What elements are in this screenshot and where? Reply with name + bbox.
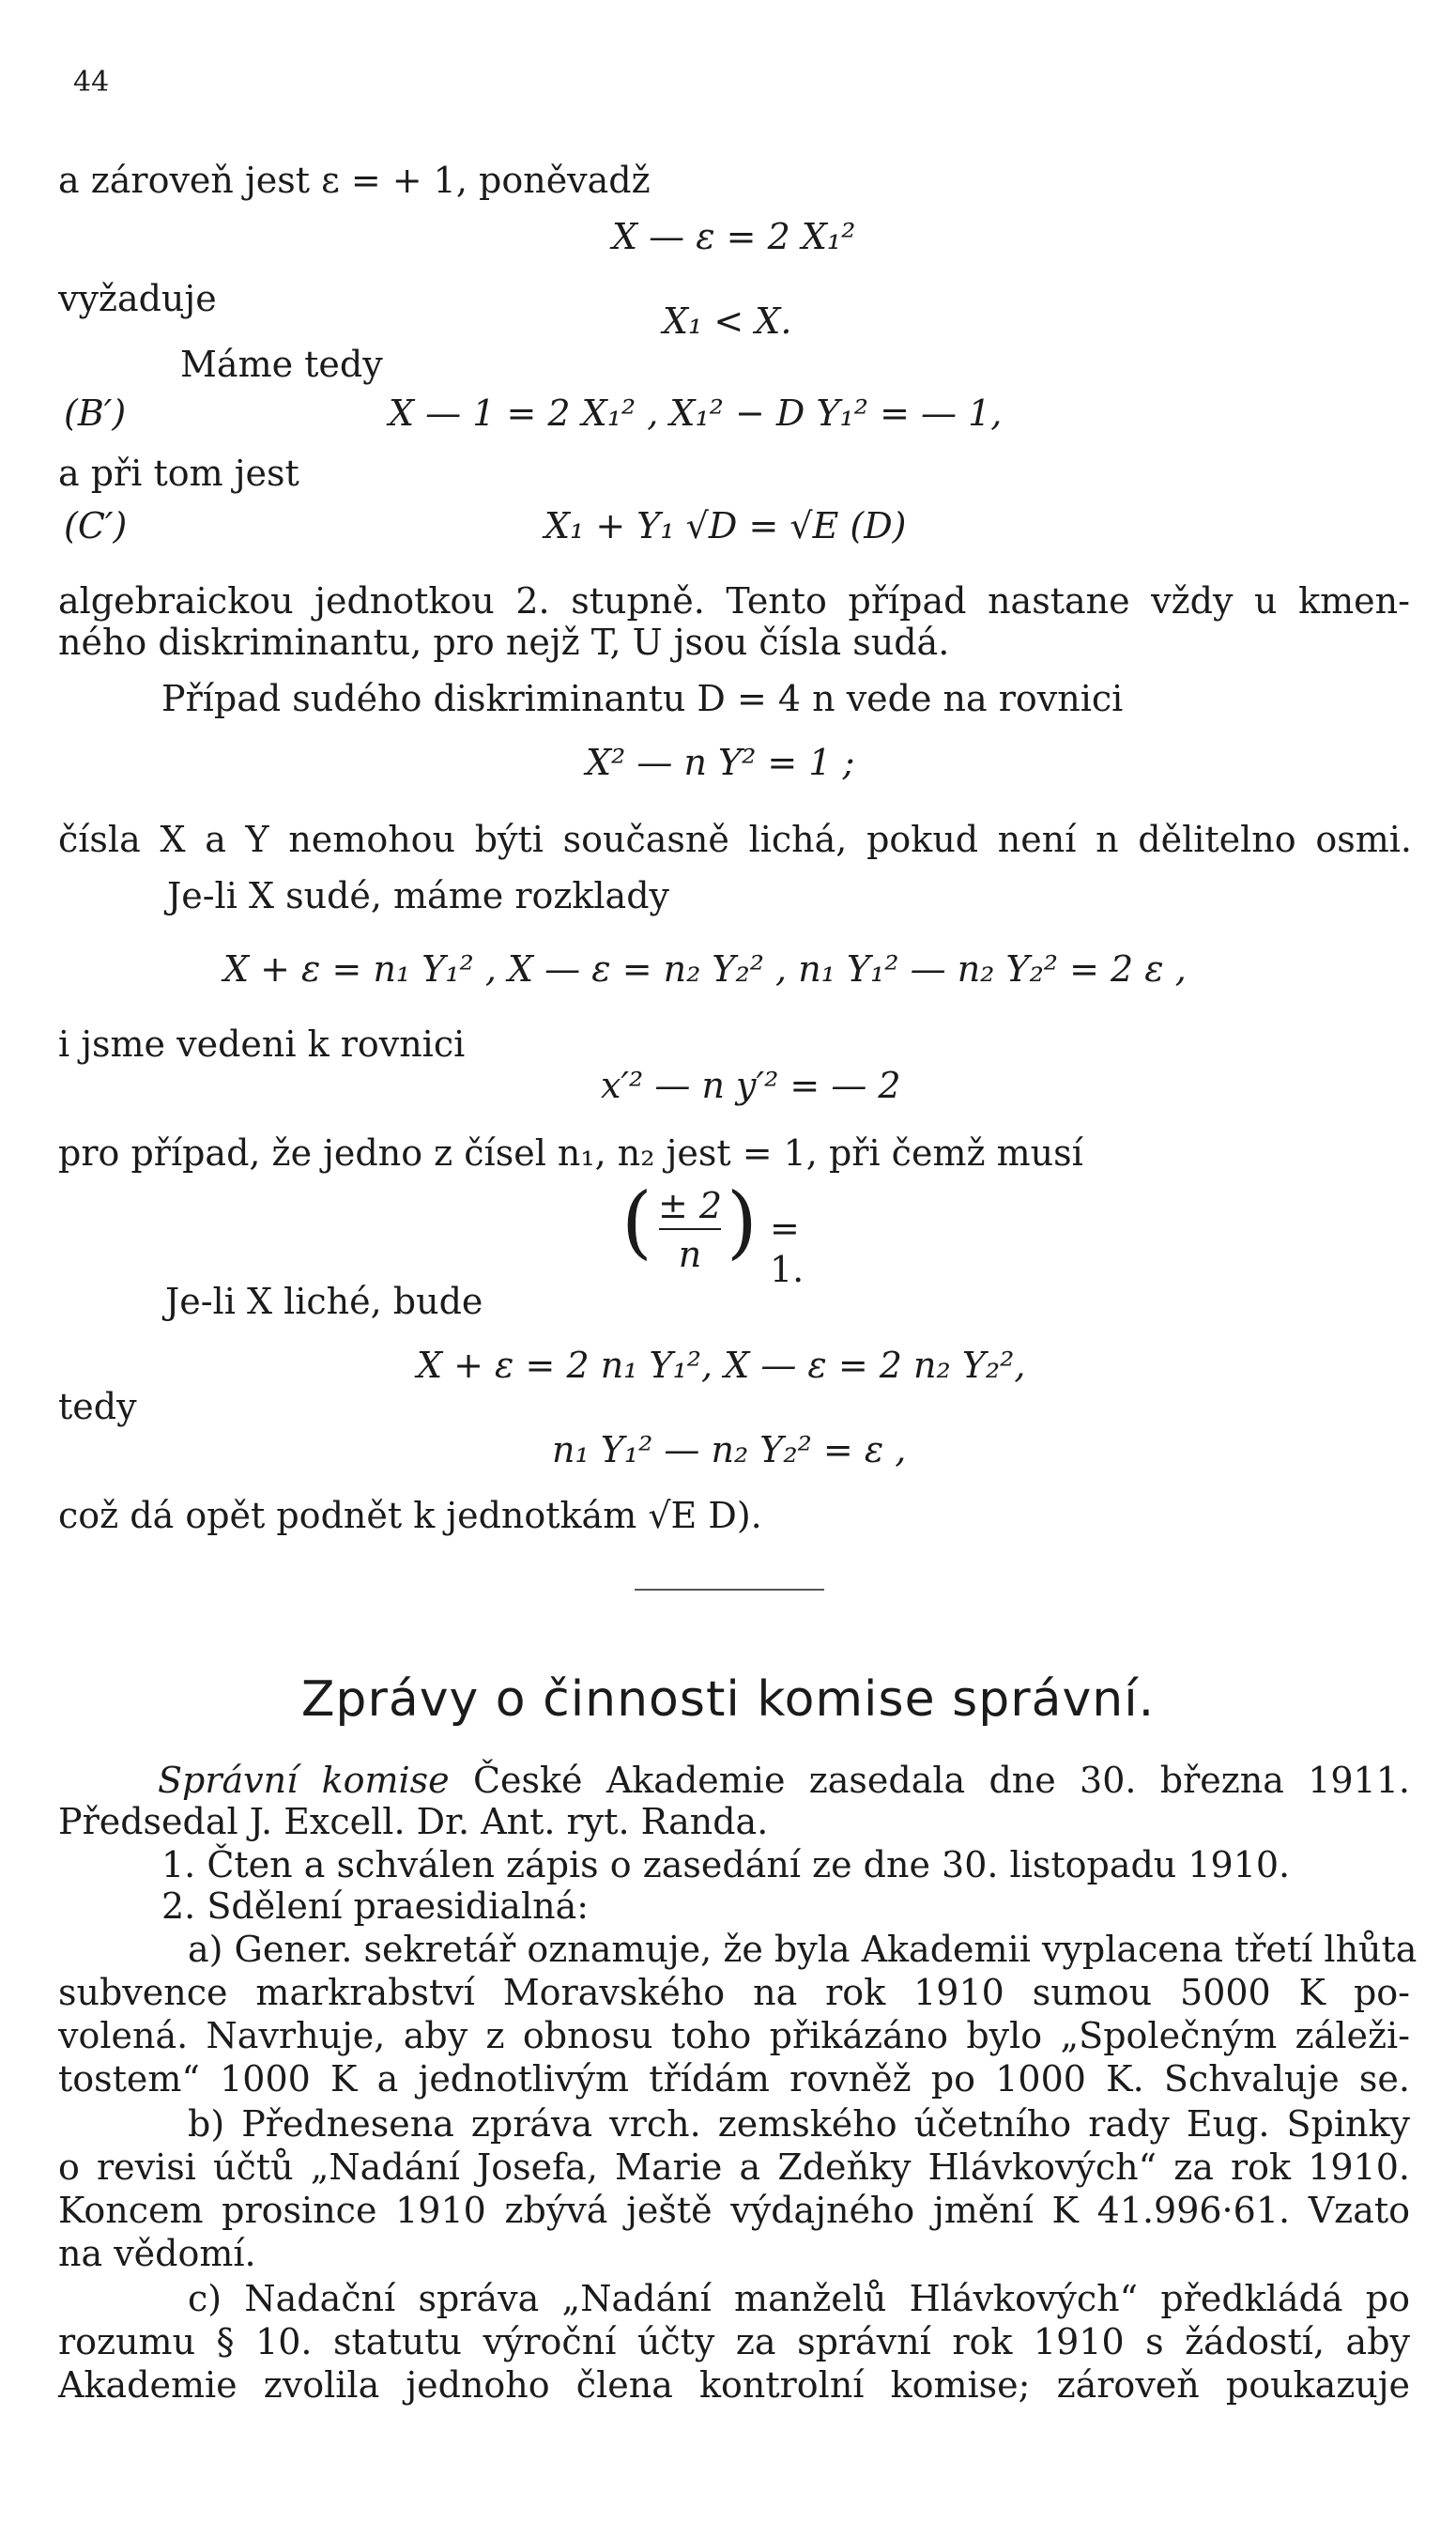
text-line: na vědomí.	[58, 2233, 256, 2274]
page-number: 44	[73, 66, 110, 99]
equation: X + ε = n₁ Y₁² , X — ε = n₂ Y₂² , n₁ Y₁² — n₂ Y₂² = 2 ε ,	[223, 948, 1187, 990]
text-line: b) Přednesena zpráva vrch. zemského účetního rady Eug. Spinky	[188, 2103, 1410, 2145]
text-line: pro případ, že jedno z čísel n₁, n₂ jest = 1, při čemž musí	[58, 1132, 1083, 1174]
text-span: České Akademie zasedala dne 30. března 1911.	[449, 1760, 1410, 1801]
equation: X² — n Y² = 1 ;	[586, 742, 855, 783]
text-line: čísla X a Y nemohou býti současně lichá, pokud není n dělitelno osmi.	[58, 819, 1412, 860]
section-title: Zprávy o činnosti komise správní.	[300, 1671, 1156, 1728]
text-line: Případ sudého diskriminantu D = 4 n vede na rovnici	[161, 678, 1124, 719]
text-line: 1. Čten a schválen zápis o zasedání ze dne 30. listopadu 1910.	[161, 1844, 1291, 1885]
text-line: a zároveň jest ε = + 1, poněvadž	[58, 160, 651, 201]
text-line: algebraickou jednotkou 2. stupně. Tento případ nastane vždy u kmen-	[58, 580, 1410, 622]
equation: n₁ Y₁² — n₂ Y₂² = ε ,	[552, 1429, 907, 1470]
text-line: Předsedal J. Excell. Dr. Ant. ryt. Randa.	[58, 1801, 769, 1842]
equation: X₁ < X.	[663, 300, 792, 342]
equation: X — 1 = 2 X₁² , X₁² − D Y₁² = — 1,	[389, 392, 1003, 434]
text-line: Máme tedy	[180, 344, 383, 385]
text-line: Koncem prosince 1910 zbývá ještě výdajného jmění K 41.996·61. Vzato	[58, 2190, 1410, 2231]
italic-term: Správní komise	[158, 1760, 450, 1801]
text-line: Akademie zvolila jednoho člena kontrolní komise; zároveň poukazuje	[58, 2364, 1410, 2406]
text-line: vyžaduje	[58, 278, 217, 319]
text-line: a) Gener. sekretář oznamuje, že byla Akademii vyplacena třetí lhůta	[188, 1929, 1418, 1970]
fraction-denominator: n	[678, 1234, 702, 1275]
fraction-numerator: ± 2	[657, 1185, 723, 1226]
equation: x′² — n y′² = — 2	[601, 1065, 901, 1106]
text-line: i jsme vedeni k rovnici	[58, 1023, 466, 1065]
text-line: tedy	[58, 1386, 137, 1427]
text-line: Je-li X liché, bude	[165, 1281, 483, 1322]
text-line: subvence markrabství Moravského na rok 1910 sumou 5000 K po-	[58, 1972, 1410, 2013]
text-line: volená. Navrhuje, aby z obnosu toho přikázáno bylo „Společným záleži-	[58, 2015, 1410, 2056]
text-line: rozumu § 10. statutu výroční účty za správní rok 1910 s žádostí, aby	[58, 2321, 1410, 2362]
equation: X + ε = 2 n₁ Y₁², X — ε = 2 n₂ Y₂²,	[417, 1345, 1026, 1386]
equation-label: (C′)	[64, 505, 128, 546]
text-line: Je-li X sudé, máme rozklady	[167, 875, 670, 916]
text-line	[158, 1760, 1410, 1801]
equation: X — ε = 2 X₁²	[612, 216, 856, 257]
text-line: což dá opět podnět k jednotkám √E D).	[58, 1495, 762, 1536]
fraction-result: = 1.	[770, 1208, 805, 1290]
text-line: tostem“ 1000 K a jednotlivým třídám rovněž po 1000 K. Schvaluje se.	[58, 2058, 1410, 2100]
text-line: c) Nadační správa „Nadání manželů Hlávkových“ předkládá po	[188, 2278, 1410, 2319]
equation: X₁ + Y₁ √D = √E (D)	[544, 505, 907, 546]
text-line: 2. Sdělení praesidialná:	[161, 1885, 590, 1927]
text-line: a při tom jest	[58, 453, 299, 494]
text-line: o revisi účtů „Nadání Josefa, Marie a Zdeňky Hlávkových“ za rok 1910.	[58, 2146, 1410, 2188]
equation-label: (B′)	[64, 392, 127, 434]
section-divider	[635, 1589, 824, 1591]
text-line: ného diskriminantu, pro nejž T, U jsou čísla sudá.	[58, 622, 950, 663]
